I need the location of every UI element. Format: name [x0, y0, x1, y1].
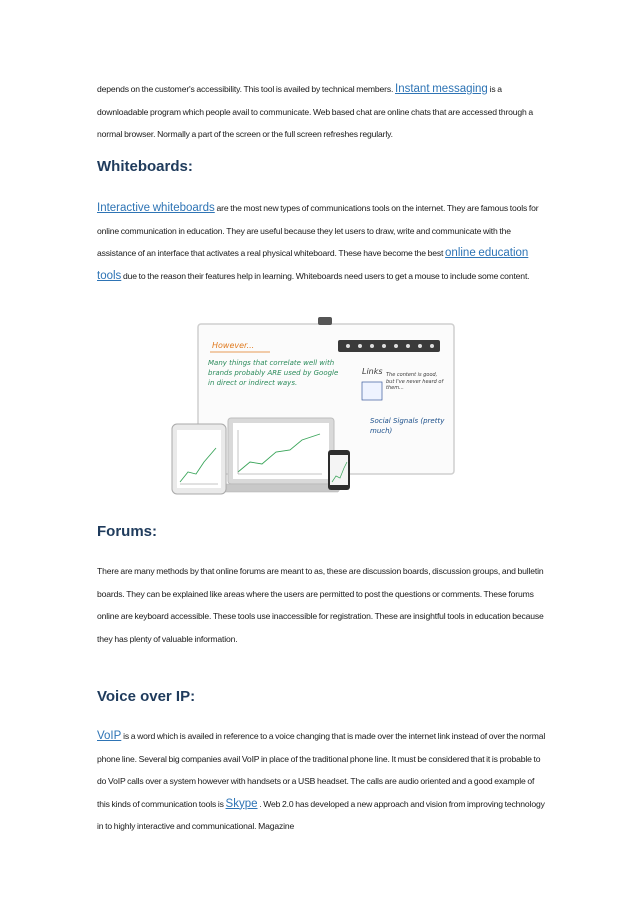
voip-text-2: . Web 2.0 has developed a new approach and vision from improving technology in to highly interactive and communicational. Magazine: [97, 798, 545, 832]
instant-messaging-link[interactable]: Instant messaging: [395, 83, 488, 95]
forums-heading: Forums:: [97, 523, 157, 540]
intro-paragraph: [97, 78, 547, 146]
intro-text-1: depends on the customer's accessibility. This tool is availed by technical members.: [97, 84, 394, 94]
whiteboards-heading: Whiteboards:: [97, 158, 193, 175]
skype-link[interactable]: Skype: [225, 797, 258, 810]
voip-link[interactable]: VoIP: [97, 730, 122, 742]
camera-icon: [318, 317, 332, 325]
forums-paragraph: [97, 560, 547, 650]
forums-text: There are many methods by that online forums are meant to as, these are discussion boards, discussion groups, and bulletin boards. They can be explained like areas where the users are permitted to post the questions or comments. These forums online are keyboard accessible. These tools use inaccessible for registration. These are insightful tools in education because they has plenty of valuable information.: [97, 566, 544, 644]
board-social-text: Social Signals (pretty much): [370, 417, 445, 435]
board-main-text: Many things that correlate well with brands probably ARE used by Google in direct or indirect ways.: [208, 359, 339, 387]
whiteboards-text-1: are the most new types of communications tools on the internet. They are famous tools for online communication in education. They are useful because they let users to draw, write and communicate with the assistance of an interface that activates a real physical whiteboard. These have become the best: [97, 203, 539, 259]
whiteboards-text-2: due to the reason their features help in learning. Whiteboards need users to get a mouse to include some content.: [123, 270, 530, 281]
intro-text-2: is a downloadable program which people avail to communicate. Web based chat are online chats that are accessed through a normal browser. Normally a part of the screen or the full screen refreshes regularly.: [97, 84, 534, 140]
online-education-tools-link[interactable]: online education tools: [97, 247, 529, 282]
board-note-text: The content is good, but I've never heard of them...: [386, 372, 444, 391]
voip-paragraph: [97, 725, 547, 838]
board-links-text: Links: [362, 367, 383, 376]
board-header-text: However...: [212, 341, 255, 350]
voip-heading: Voice over IP:: [97, 688, 196, 705]
board-toolbar: [338, 340, 440, 352]
whiteboards-paragraph: [97, 197, 547, 287]
voip-text-1: is a word which is availed in reference to a voice changing that is made over the internet link instead of over the normal phone line. Several big companies avail VoIP in place of the traditional phone line. It must be considered that it is probable to do VoIP calls over a system however with handsets or a USB headset. The calls are audio oriented and a good example of this kinds of communication tools is: [97, 731, 546, 809]
interactive-whiteboards-link[interactable]: Interactive whiteboards: [97, 202, 215, 214]
whiteboard-image: [150, 312, 465, 502]
